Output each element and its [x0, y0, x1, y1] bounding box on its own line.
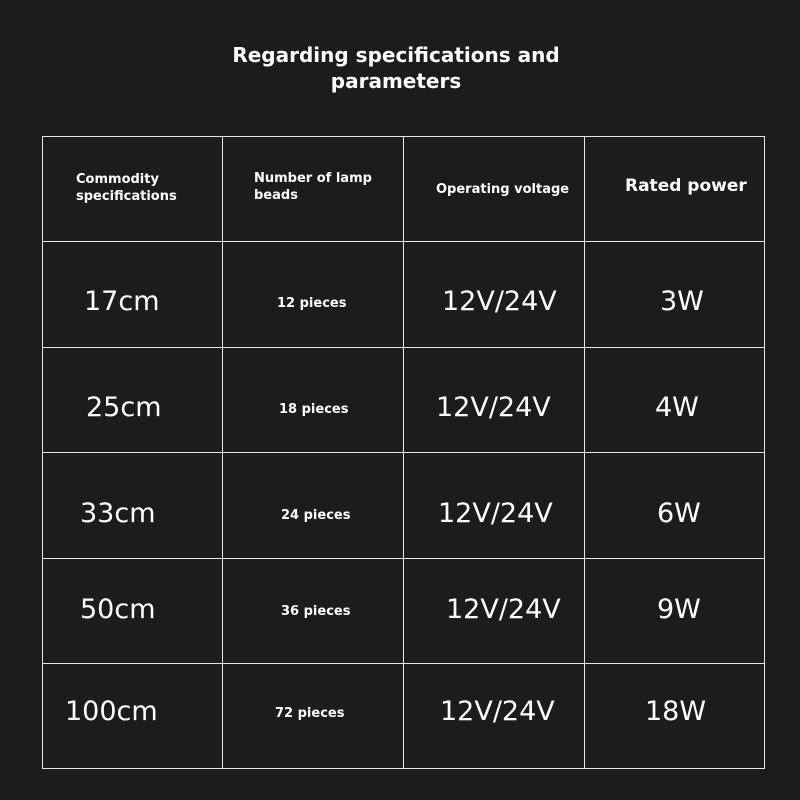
cell-spec: 33cm — [80, 498, 156, 529]
header-rated-power: Rated power — [625, 176, 747, 196]
cell-voltage: 12V/24V — [436, 392, 551, 423]
cell-beads: 72 pieces — [275, 706, 345, 721]
cell-spec: 50cm — [80, 594, 156, 625]
cell-power: 6W — [657, 498, 701, 529]
cell-power: 9W — [657, 594, 701, 625]
divider — [42, 558, 765, 559]
cell-power: 4W — [655, 392, 699, 423]
cell-beads: 18 pieces — [279, 402, 349, 417]
header-operating-voltage: Operating voltage — [436, 182, 570, 197]
divider — [42, 241, 765, 242]
divider — [42, 452, 765, 453]
cell-spec: 17cm — [84, 286, 160, 317]
header-commodity-specifications: Commodity specifications — [76, 172, 177, 204]
cell-voltage: 12V/24V — [438, 498, 553, 529]
cell-beads: 12 pieces — [277, 296, 347, 311]
cell-voltage: 12V/24V — [440, 696, 555, 727]
divider — [42, 136, 765, 137]
header-lamp-beads: Number of lamp beads — [254, 171, 372, 203]
title-line-1: Regarding specifications and — [232, 43, 560, 67]
cell-power: 18W — [645, 696, 707, 727]
page-title — [0, 42, 792, 94]
divider — [42, 663, 765, 664]
cell-beads: 24 pieces — [281, 508, 351, 523]
cell-power: 3W — [660, 286, 704, 317]
cell-voltage: 12V/24V — [446, 594, 561, 625]
divider — [42, 347, 765, 348]
cell-spec: 25cm — [86, 392, 162, 423]
divider — [42, 768, 765, 769]
cell-spec: 100cm — [65, 696, 158, 727]
spec-table — [42, 136, 765, 769]
cell-beads: 36 pieces — [281, 604, 351, 619]
cell-voltage: 12V/24V — [442, 286, 557, 317]
title-line-2: parameters — [330, 69, 462, 93]
